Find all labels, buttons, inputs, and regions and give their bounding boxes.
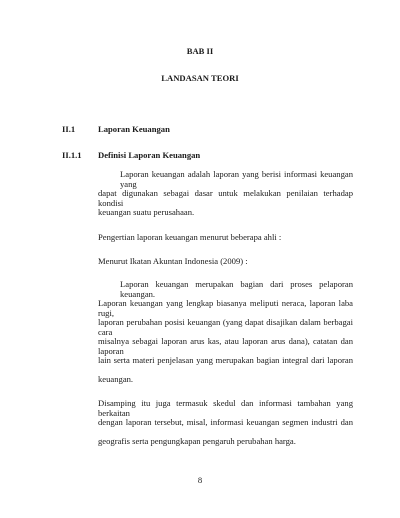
- paragraph2-line: lain serta materi penjelasan yang merupakan bagian integral dari laporan: [98, 355, 353, 365]
- paragraph3-line: geografis serta pengungkapan pengaruh perubahan harga.: [98, 436, 296, 446]
- paragraph1-line: Laporan keuangan adalah laporan yang berisi informasi keuangan yang: [120, 169, 353, 189]
- intro-line: Pengertian laporan keuangan menurut beberapa ahli :: [98, 232, 282, 242]
- paragraph2-line: laporan perubahan posisi keuangan (yang dapat disajikan dalam berbagai cara: [98, 317, 353, 337]
- paragraph3-line: Disamping itu juga termasuk skedul dan informasi tambahan yang berkaitan: [98, 398, 353, 418]
- paragraph2-line: misalnya sebagai laporan arus kas, atau laporan arus dana), catatan dan laporan: [98, 336, 353, 356]
- chapter-title: LANDASAN TEORI: [161, 73, 239, 83]
- paragraph1-line: dapat digunakan sebagai dasar untuk melakukan penilaian terhadap kondisi: [98, 188, 353, 208]
- paragraph2-line: Laporan keuangan merupakan bagian dari proses pelaporan keuangan.: [120, 279, 353, 299]
- section-title: Laporan Keuangan: [98, 124, 170, 134]
- paragraph2-line: Laporan keuangan yang lengkap biasanya meliputi neraca, laporan laba rugi,: [98, 298, 353, 318]
- section-number: II.1: [62, 124, 76, 134]
- paragraph1-line: keuangan suatu perusahaan.: [98, 207, 195, 217]
- page-number: 8: [197, 475, 203, 485]
- chapter-label: BAB II: [186, 46, 214, 56]
- source-line: Menurut Ikatan Akuntan Indonesia (2009) :: [98, 256, 248, 266]
- paragraph3-line: dengan laporan tersebut, misal, informasi keuangan segmen industri dan: [98, 417, 353, 427]
- subsection-title: Definisi Laporan Keuangan: [98, 150, 201, 160]
- paragraph2-line: keuangan.: [98, 374, 134, 384]
- subsection-number: II.1.1: [62, 150, 82, 160]
